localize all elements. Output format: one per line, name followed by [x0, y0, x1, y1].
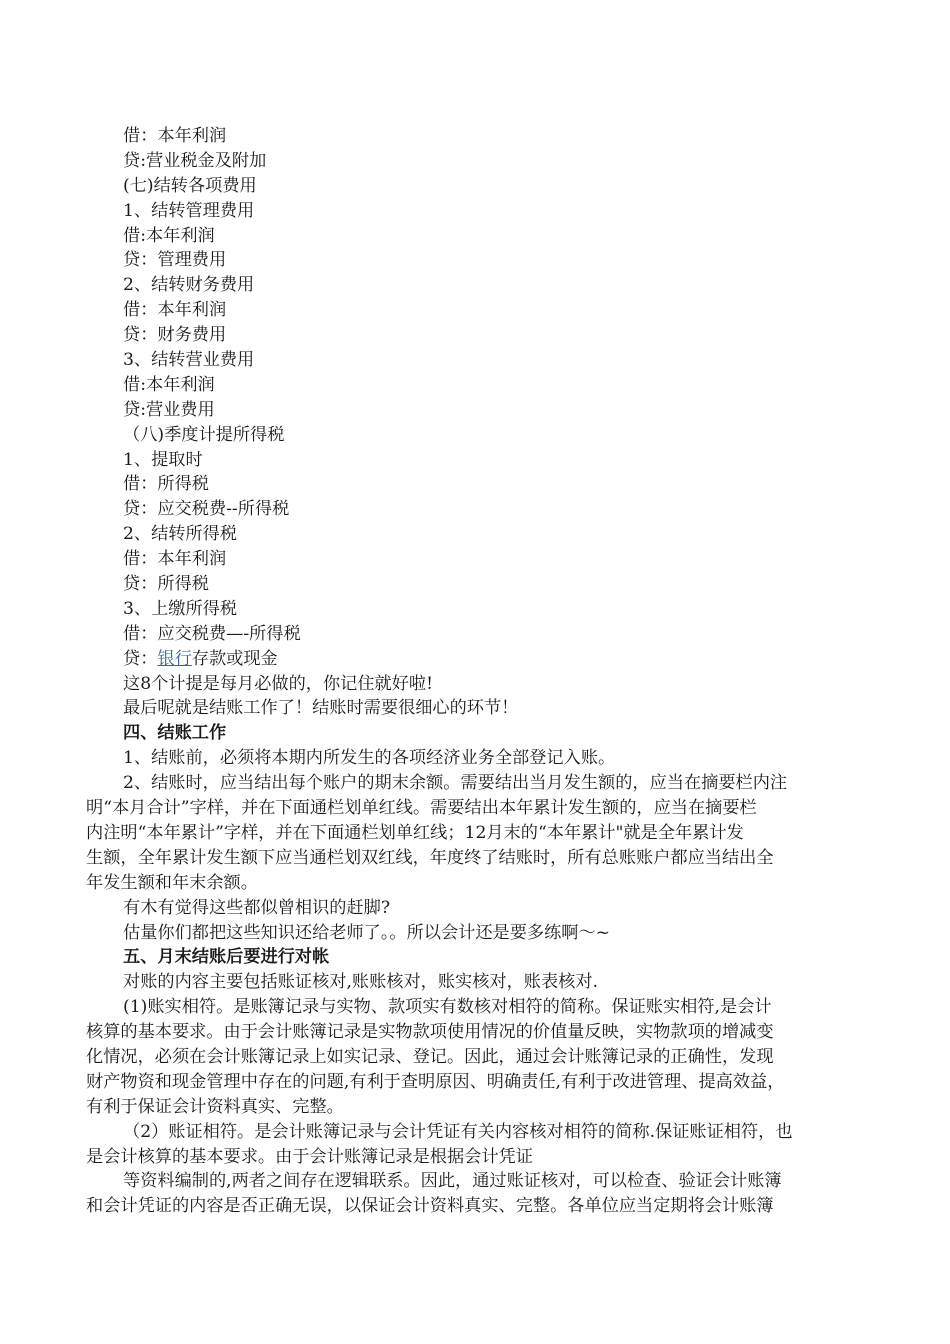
remark-line: 有木有觉得这些都似曾相识的赶脚?	[123, 897, 391, 918]
text-line: 3、上缴所得税	[123, 598, 238, 619]
text-line: 借：本年利润	[123, 300, 227, 321]
text-line: 贷：所得税	[123, 574, 209, 595]
bank-line	[123, 647, 863, 672]
paragraph-line: 生额，全年累计发生额下应当通栏划双红线，年度终了结账时，所有总账账户都应当结出全	[86, 847, 774, 868]
paragraph-line: 明“本月合计”字样，并在下面通栏划单红线。需要结出本年累计发生额的，应当在摘要栏	[86, 798, 757, 819]
bank-line-prefix: 贷：	[123, 648, 158, 669]
paragraph-line: 和会计凭证的内容是否正确无误，以保证会计资料真实、完整。各单位应当定期将会计账簿	[86, 1196, 774, 1217]
text-line: 贷:营业税金及附加	[123, 150, 267, 171]
text-line: 贷：应交税费--所得税	[123, 499, 290, 520]
text-line: 2、结转财务费用	[123, 275, 255, 296]
document-body	[86, 124, 863, 1219]
section-4-heading: 四、结账工作	[123, 723, 227, 744]
section-heading-7: (七)结转各项费用	[123, 175, 257, 196]
paragraph-line: 内注明“本年累计”字样，并在下面通栏划单红线；12月末的“本年累计"就是全年累计发	[86, 822, 744, 843]
remark-line: 最后呢就是结账工作了！结账时需要很细心的环节！	[123, 698, 519, 719]
text-line: 借:本年利润	[123, 225, 215, 246]
paragraph-line: 1、结账前，必须将本期内所发生的各项经济业务全部登记入账。	[123, 748, 616, 769]
text-line: 1、结转管理费用	[123, 200, 255, 221]
paragraph-line: (1)账实相符。是账簿记录与实物、款项实有数核对相符的简称。保证账实相符,是会计	[123, 997, 772, 1018]
paragraph-line: 有利于保证会计资料真实、完整。	[86, 1096, 344, 1117]
bank-link[interactable]: 银行	[157, 648, 192, 669]
text-line: 2、结转所得税	[123, 524, 238, 545]
remark-line: 估量你们都把这些知识还给老师了。。所以会计还是要多练啊～~	[123, 922, 611, 943]
text-line: 借：应交税费—-所得税	[123, 623, 301, 644]
bank-line-suffix: 存款或现金	[191, 648, 278, 669]
text-line: 贷:营业费用	[123, 399, 215, 420]
text-line: 借：所得税	[123, 474, 209, 495]
text-line: 借：本年利润	[123, 126, 227, 146]
paragraph-line: 2、结账时，应当结出每个账户的期末余额。需要结出当月发生额的，应当在摘要栏内注	[123, 773, 788, 794]
paragraph-line: （2）账证相符。是会计账簿记录与会计凭证有关内容核对相符的简称.保证账证相符，也	[123, 1121, 793, 1142]
paragraph-line: 对账的内容主要包括账证核对,账账核对，账实核对，账表核对.	[123, 972, 598, 993]
paragraph-line: 财产物资和现金管理中存在的问题,有利于查明原因、明确责任,有利于改进管理、提高效益，	[86, 1071, 785, 1092]
text-line: 1、提取时	[123, 449, 203, 470]
text-line: 贷：管理费用	[123, 250, 227, 271]
text-line: 贷：财务费用	[123, 325, 227, 346]
text-line: 3、结转营业费用	[123, 350, 255, 371]
paragraph-line: 等资料编制的,两者之间存在逻辑联系。因此，通过账证核对，可以检查、验证会计账簿	[123, 1171, 782, 1192]
paragraph-line: 是会计核算的基本要求。由于会计账簿记录是根据会计凭证	[86, 1146, 533, 1167]
text-line: 借：本年利润	[123, 549, 227, 570]
paragraph-line: 化情况，必须在会计账簿记录上如实记录、登记。因此，通过会计账簿记录的正确性，发现	[86, 1046, 774, 1067]
text-line: 借:本年利润	[123, 374, 215, 395]
paragraph-line: 年发生额和年末余额。	[86, 872, 258, 893]
section-5-heading: 五、月末结账后要进行对帐	[123, 947, 330, 968]
remark-line: 这8个计提是每月必做的，你记住就好啦!	[123, 673, 434, 694]
section-heading-8: （八)季度计提所得税	[123, 424, 285, 445]
paragraph-line: 核算的基本要求。由于会计账簿记录是实物款项使用情况的价值量反映，实物款项的增减变	[86, 1022, 774, 1043]
